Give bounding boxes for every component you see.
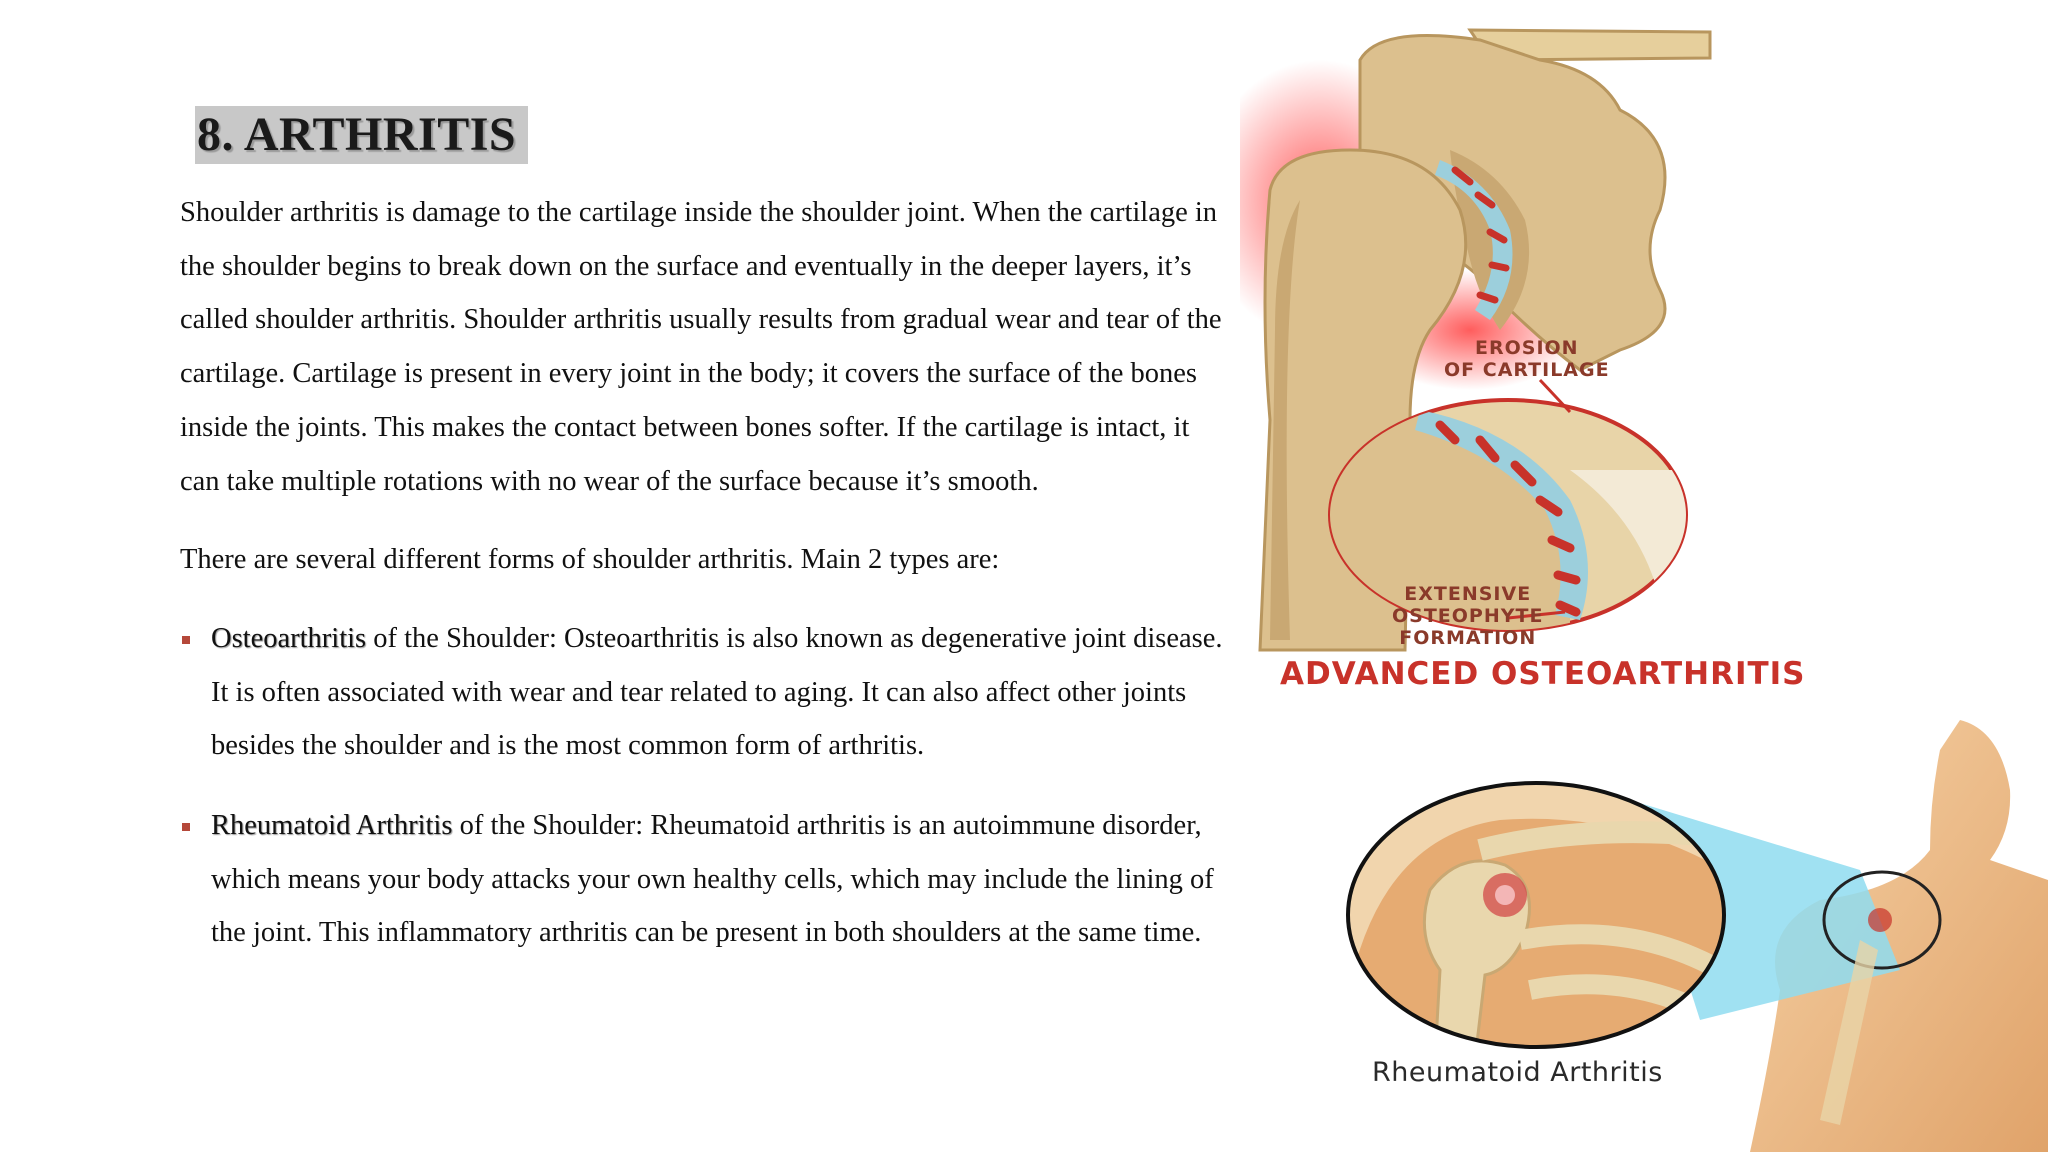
osteophyte-label-line: OSTEOPHYTE — [1392, 605, 1544, 627]
rheumatoid-term: Rheumatoid Arthritis — [211, 810, 453, 842]
list-item — [180, 799, 1230, 960]
arthritis-types-list — [180, 612, 1230, 960]
slide-body — [180, 186, 1230, 960]
osteophyte-label-line: FORMATION — [1399, 627, 1537, 649]
osteoarthritis-caption: ADVANCED OSTEOARTHRITIS — [1280, 656, 1806, 692]
types-intro-paragraph: There are several different forms of shoulder arthritis. Main 2 types are: — [180, 544, 1000, 576]
erosion-label — [1444, 337, 1610, 381]
bullet-icon — [182, 636, 190, 644]
rheumatoid-caption: Rheumatoid Arthritis — [1372, 1057, 1663, 1088]
erosion-label-line: OF CARTILAGE — [1444, 359, 1610, 381]
inflamed-joint-core — [1495, 885, 1515, 905]
small-joint-spot — [1868, 908, 1892, 932]
bullet-icon — [182, 823, 190, 831]
list-item — [180, 612, 1230, 773]
slide-title: 8. ARTHRITIS — [195, 106, 528, 164]
osteophyte-label — [1392, 583, 1543, 649]
intro-paragraph: Shoulder arthritis is damage to the cartilage inside the shoulder joint. When the cartilage in the shoulder begins to break down on the surface and eventually in the deeper layers, it’s called shoulder arthritis. Shoulder arthritis usually results from gradual wear and tear of the cartilage. Cartilage is present in every joint in the body; it covers the surface of the bones inside the joints. This makes the contact between bones softer. If the cartilage is intact, it can take multiple rotations with no wear of the surface because it’s smooth. — [180, 197, 1222, 497]
osteoarthritis-term: Osteoarthritis — [211, 622, 367, 654]
osteophyte-label-line: EXTENSIVE — [1404, 583, 1532, 605]
osteoarthritis-description: of the Shoulder: Osteoarthritis is also known as degenerative joint disease. It is often associated with wear and tear related to aging. It can also affect other joints besides the shoulder and is the most common form of arthritis. — [211, 622, 1223, 762]
rheumatoid-description: of the Shoulder: Rheumatoid arthritis is an autoimmune disorder, which means your body attacks your own healthy cells, which may include the lining of the joint. This inflammatory arthritis can be present in both shoulders at the same time. — [211, 810, 1214, 949]
erosion-label-line: EROSION — [1475, 337, 1579, 359]
